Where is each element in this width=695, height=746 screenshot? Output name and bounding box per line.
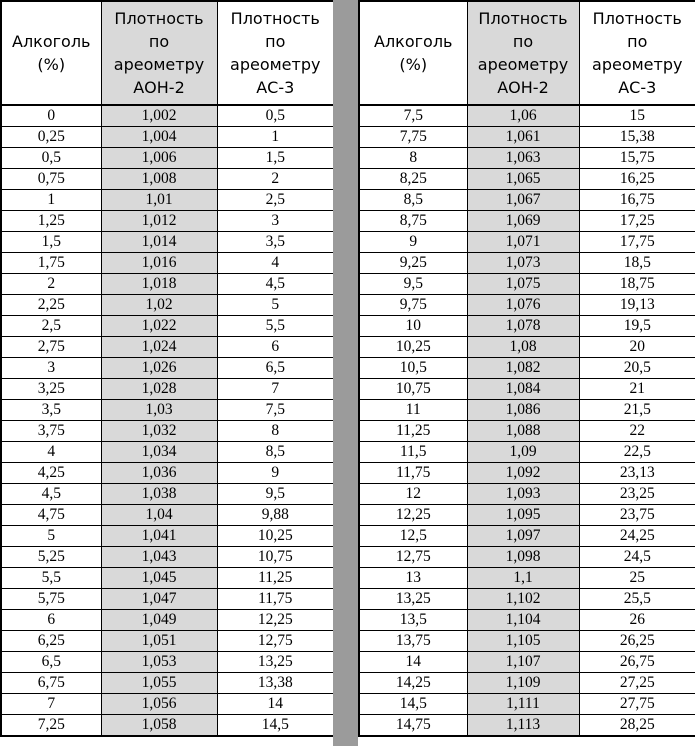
cell-as3: 27,75 xyxy=(579,694,695,715)
header-row xyxy=(359,1,695,105)
cell-as3: 12,25 xyxy=(217,610,334,631)
cell-as3: 10,25 xyxy=(217,526,334,547)
cell-aon2: 1,092 xyxy=(467,463,579,484)
cell-aon2: 1,043 xyxy=(101,547,217,568)
cell-as3: 17,25 xyxy=(579,211,695,232)
cell-as3: 24,5 xyxy=(579,547,695,568)
cell-aon2: 1,104 xyxy=(467,610,579,631)
table-row xyxy=(359,337,695,358)
cell-alcohol: 12,25 xyxy=(359,505,467,526)
left-table-body xyxy=(1,105,334,736)
cell-alcohol: 13 xyxy=(359,568,467,589)
cell-as3: 23,25 xyxy=(579,484,695,505)
cell-alcohol: 5 xyxy=(1,526,101,547)
cell-aon2: 1,034 xyxy=(101,442,217,463)
table-row xyxy=(1,379,334,400)
cell-aon2: 1,088 xyxy=(467,421,579,442)
cell-alcohol: 1 xyxy=(1,190,101,211)
table-row xyxy=(359,526,695,547)
cell-alcohol: 1,5 xyxy=(1,232,101,253)
cell-as3: 12,75 xyxy=(217,631,334,652)
cell-alcohol: 3,75 xyxy=(1,421,101,442)
table-row xyxy=(359,127,695,148)
table-row xyxy=(1,190,334,211)
table-row xyxy=(1,253,334,274)
table-row xyxy=(359,316,695,337)
table-row xyxy=(359,547,695,568)
table-row xyxy=(359,105,695,127)
cell-alcohol: 7,25 xyxy=(1,715,101,737)
cell-alcohol: 2,5 xyxy=(1,316,101,337)
table-row xyxy=(1,400,334,421)
table-row xyxy=(1,568,334,589)
cell-aon2: 1,051 xyxy=(101,631,217,652)
cell-alcohol: 14 xyxy=(359,652,467,673)
cell-alcohol: 3,25 xyxy=(1,379,101,400)
cell-alcohol: 6,75 xyxy=(1,673,101,694)
table-row xyxy=(1,694,334,715)
cell-alcohol: 13,75 xyxy=(359,631,467,652)
header-aon2: Плотность по ареометру АОН-2 xyxy=(467,1,579,105)
cell-aon2: 1,063 xyxy=(467,148,579,169)
cell-alcohol: 11,75 xyxy=(359,463,467,484)
cell-as3: 20,5 xyxy=(579,358,695,379)
cell-alcohol: 12,5 xyxy=(359,526,467,547)
cell-alcohol: 11,5 xyxy=(359,442,467,463)
table-row xyxy=(359,358,695,379)
cell-aon2: 1,012 xyxy=(101,211,217,232)
header-alcohol: Алкоголь (%) xyxy=(1,1,101,105)
cell-aon2: 1,045 xyxy=(101,568,217,589)
table-row xyxy=(1,442,334,463)
cell-as3: 15,38 xyxy=(579,127,695,148)
header-as3: Плотность по ареометру АС-3 xyxy=(217,1,334,105)
cell-aon2: 1,075 xyxy=(467,274,579,295)
cell-alcohol: 14,25 xyxy=(359,673,467,694)
table-row xyxy=(1,589,334,610)
cell-alcohol: 5,25 xyxy=(1,547,101,568)
cell-alcohol: 7,75 xyxy=(359,127,467,148)
cell-aon2: 1,093 xyxy=(467,484,579,505)
cell-aon2: 1,028 xyxy=(101,379,217,400)
cell-aon2: 1,069 xyxy=(467,211,579,232)
table-row xyxy=(1,421,334,442)
cell-alcohol: 14,75 xyxy=(359,715,467,737)
cell-aon2: 1,071 xyxy=(467,232,579,253)
cell-aon2: 1,014 xyxy=(101,232,217,253)
cell-alcohol: 8,75 xyxy=(359,211,467,232)
cell-alcohol: 5,5 xyxy=(1,568,101,589)
cell-aon2: 1,076 xyxy=(467,295,579,316)
cell-alcohol: 4,25 xyxy=(1,463,101,484)
cell-as3: 26,25 xyxy=(579,631,695,652)
cell-alcohol: 6,25 xyxy=(1,631,101,652)
cell-as3: 28,25 xyxy=(579,715,695,737)
cell-as3: 21 xyxy=(579,379,695,400)
cell-alcohol: 12 xyxy=(359,484,467,505)
cell-as3: 17,75 xyxy=(579,232,695,253)
cell-alcohol: 11,25 xyxy=(359,421,467,442)
cell-aon2: 1,024 xyxy=(101,337,217,358)
cell-alcohol: 11 xyxy=(359,400,467,421)
header-row xyxy=(1,1,334,105)
cell-as3: 18,5 xyxy=(579,253,695,274)
cell-as3: 21,5 xyxy=(579,400,695,421)
cell-aon2: 1,078 xyxy=(467,316,579,337)
cell-alcohol: 7 xyxy=(1,694,101,715)
cell-alcohol: 1,75 xyxy=(1,253,101,274)
table-row xyxy=(359,463,695,484)
table-row xyxy=(1,652,334,673)
cell-as3: 19,5 xyxy=(579,316,695,337)
cell-alcohol: 8 xyxy=(359,148,467,169)
cell-alcohol: 5,75 xyxy=(1,589,101,610)
cell-as3: 0,5 xyxy=(217,105,334,127)
table-row xyxy=(359,715,695,737)
table-row xyxy=(1,358,334,379)
cell-as3: 15 xyxy=(579,105,695,127)
cell-as3: 14,5 xyxy=(217,715,334,737)
cell-alcohol: 14,5 xyxy=(359,694,467,715)
table-row xyxy=(359,421,695,442)
cell-aon2: 1,105 xyxy=(467,631,579,652)
cell-as3: 25,5 xyxy=(579,589,695,610)
cell-aon2: 1,041 xyxy=(101,526,217,547)
cell-aon2: 1,082 xyxy=(467,358,579,379)
cell-alcohol: 1,25 xyxy=(1,211,101,232)
cell-alcohol: 2,75 xyxy=(1,337,101,358)
cell-alcohol: 9,5 xyxy=(359,274,467,295)
cell-alcohol: 7,5 xyxy=(359,105,467,127)
cell-as3: 24,25 xyxy=(579,526,695,547)
cell-as3: 4,5 xyxy=(217,274,334,295)
table-row xyxy=(359,694,695,715)
table-row xyxy=(1,232,334,253)
cell-aon2: 1,01 xyxy=(101,190,217,211)
cell-aon2: 1,038 xyxy=(101,484,217,505)
cell-aon2: 1,061 xyxy=(467,127,579,148)
table-row xyxy=(1,505,334,526)
cell-alcohol: 2,25 xyxy=(1,295,101,316)
cell-aon2: 1,113 xyxy=(467,715,579,737)
cell-aon2: 1,018 xyxy=(101,274,217,295)
cell-as3: 7,5 xyxy=(217,400,334,421)
table-row xyxy=(359,379,695,400)
density-table-right xyxy=(358,0,695,737)
right-table-body xyxy=(359,105,695,736)
cell-aon2: 1,047 xyxy=(101,589,217,610)
cell-aon2: 1,002 xyxy=(101,105,217,127)
cell-aon2: 1,073 xyxy=(467,253,579,274)
cell-alcohol: 10 xyxy=(359,316,467,337)
cell-aon2: 1,03 xyxy=(101,400,217,421)
cell-alcohol: 0,25 xyxy=(1,127,101,148)
table-row xyxy=(1,610,334,631)
cell-as3: 23,75 xyxy=(579,505,695,526)
header-as3: Плотность по ареометру АС-3 xyxy=(579,1,695,105)
cell-aon2: 1,008 xyxy=(101,169,217,190)
cell-alcohol: 2 xyxy=(1,274,101,295)
cell-as3: 20 xyxy=(579,337,695,358)
header-aon2: Плотность по ареометру АОН-2 xyxy=(101,1,217,105)
cell-as3: 16,75 xyxy=(579,190,695,211)
table-row xyxy=(1,274,334,295)
table-row xyxy=(1,631,334,652)
cell-as3: 26,75 xyxy=(579,652,695,673)
cell-aon2: 1,02 xyxy=(101,295,217,316)
cell-aon2: 1,058 xyxy=(101,715,217,737)
table-row xyxy=(1,148,334,169)
cell-as3: 26 xyxy=(579,610,695,631)
cell-as3: 9,88 xyxy=(217,505,334,526)
cell-as3: 4 xyxy=(217,253,334,274)
cell-aon2: 1,053 xyxy=(101,652,217,673)
table-row xyxy=(1,463,334,484)
cell-as3: 25 xyxy=(579,568,695,589)
cell-alcohol: 0,75 xyxy=(1,169,101,190)
cell-as3: 3,5 xyxy=(217,232,334,253)
table-row xyxy=(1,337,334,358)
table-row xyxy=(1,105,334,127)
cell-as3: 7 xyxy=(217,379,334,400)
table-row xyxy=(359,631,695,652)
cell-as3: 27,25 xyxy=(579,673,695,694)
table-row xyxy=(359,295,695,316)
cell-alcohol: 10,75 xyxy=(359,379,467,400)
table-row xyxy=(359,211,695,232)
cell-alcohol: 10,25 xyxy=(359,337,467,358)
table-row xyxy=(359,484,695,505)
cell-as3: 5 xyxy=(217,295,334,316)
cell-aon2: 1,097 xyxy=(467,526,579,547)
cell-alcohol: 8,25 xyxy=(359,169,467,190)
cell-aon2: 1,08 xyxy=(467,337,579,358)
cell-as3: 3 xyxy=(217,211,334,232)
cell-as3: 5,5 xyxy=(217,316,334,337)
cell-as3: 18,75 xyxy=(579,274,695,295)
cell-as3: 11,75 xyxy=(217,589,334,610)
cell-aon2: 1,016 xyxy=(101,253,217,274)
cell-aon2: 1,06 xyxy=(467,105,579,127)
cell-as3: 1,5 xyxy=(217,148,334,169)
cell-aon2: 1,098 xyxy=(467,547,579,568)
cell-aon2: 1,056 xyxy=(101,694,217,715)
cell-alcohol: 9,75 xyxy=(359,295,467,316)
table-row xyxy=(1,547,334,568)
table-row xyxy=(359,400,695,421)
cell-alcohol: 9,25 xyxy=(359,253,467,274)
cell-alcohol: 9 xyxy=(359,232,467,253)
cell-as3: 19,13 xyxy=(579,295,695,316)
cell-alcohol: 12,75 xyxy=(359,547,467,568)
cell-alcohol: 4,5 xyxy=(1,484,101,505)
cell-as3: 13,38 xyxy=(217,673,334,694)
cell-aon2: 1,109 xyxy=(467,673,579,694)
table-row xyxy=(359,505,695,526)
table-row xyxy=(359,274,695,295)
table-row xyxy=(359,442,695,463)
table-row xyxy=(1,526,334,547)
cell-aon2: 1,1 xyxy=(467,568,579,589)
cell-aon2: 1,036 xyxy=(101,463,217,484)
cell-alcohol: 4 xyxy=(1,442,101,463)
header-alcohol: Алкоголь (%) xyxy=(359,1,467,105)
cell-alcohol: 6 xyxy=(1,610,101,631)
table-row xyxy=(359,610,695,631)
cell-aon2: 1,065 xyxy=(467,169,579,190)
cell-aon2: 1,04 xyxy=(101,505,217,526)
cell-aon2: 1,049 xyxy=(101,610,217,631)
cell-aon2: 1,067 xyxy=(467,190,579,211)
cell-as3: 2,5 xyxy=(217,190,334,211)
cell-as3: 6 xyxy=(217,337,334,358)
cell-as3: 22 xyxy=(579,421,695,442)
table-row xyxy=(359,232,695,253)
cell-aon2: 1,032 xyxy=(101,421,217,442)
table-row xyxy=(359,169,695,190)
cell-as3: 2 xyxy=(217,169,334,190)
table-row xyxy=(1,295,334,316)
column-divider xyxy=(333,0,358,746)
cell-alcohol: 6,5 xyxy=(1,652,101,673)
table-row xyxy=(359,568,695,589)
cell-aon2: 1,055 xyxy=(101,673,217,694)
cell-aon2: 1,107 xyxy=(467,652,579,673)
table-row xyxy=(1,127,334,148)
cell-as3: 6,5 xyxy=(217,358,334,379)
cell-alcohol: 3 xyxy=(1,358,101,379)
table-row xyxy=(1,673,334,694)
cell-as3: 1 xyxy=(217,127,334,148)
table-row xyxy=(359,652,695,673)
cell-as3: 9,5 xyxy=(217,484,334,505)
cell-as3: 8,5 xyxy=(217,442,334,463)
cell-aon2: 1,102 xyxy=(467,589,579,610)
cell-alcohol: 13,5 xyxy=(359,610,467,631)
cell-aon2: 1,026 xyxy=(101,358,217,379)
table-row xyxy=(1,484,334,505)
cell-aon2: 1,095 xyxy=(467,505,579,526)
table-row xyxy=(359,148,695,169)
cell-as3: 13,25 xyxy=(217,652,334,673)
cell-alcohol: 10,5 xyxy=(359,358,467,379)
table-row xyxy=(359,589,695,610)
cell-as3: 23,13 xyxy=(579,463,695,484)
cell-as3: 10,75 xyxy=(217,547,334,568)
cell-as3: 22,5 xyxy=(579,442,695,463)
density-table-left xyxy=(0,0,335,737)
cell-aon2: 1,004 xyxy=(101,127,217,148)
cell-aon2: 1,086 xyxy=(467,400,579,421)
table-row xyxy=(359,190,695,211)
table-row xyxy=(1,715,334,737)
cell-alcohol: 4,75 xyxy=(1,505,101,526)
cell-as3: 8 xyxy=(217,421,334,442)
table-row xyxy=(1,211,334,232)
cell-alcohol: 3,5 xyxy=(1,400,101,421)
cell-aon2: 1,111 xyxy=(467,694,579,715)
cell-as3: 15,75 xyxy=(579,148,695,169)
cell-alcohol: 8,5 xyxy=(359,190,467,211)
table-row xyxy=(359,253,695,274)
cell-alcohol: 13,25 xyxy=(359,589,467,610)
cell-aon2: 1,022 xyxy=(101,316,217,337)
cell-as3: 9 xyxy=(217,463,334,484)
cell-aon2: 1,006 xyxy=(101,148,217,169)
table-row xyxy=(359,673,695,694)
cell-alcohol: 0 xyxy=(1,105,101,127)
cell-as3: 16,25 xyxy=(579,169,695,190)
cell-as3: 11,25 xyxy=(217,568,334,589)
table-row xyxy=(1,169,334,190)
table-row xyxy=(1,316,334,337)
cell-as3: 14 xyxy=(217,694,334,715)
cell-alcohol: 0,5 xyxy=(1,148,101,169)
cell-aon2: 1,09 xyxy=(467,442,579,463)
cell-aon2: 1,084 xyxy=(467,379,579,400)
